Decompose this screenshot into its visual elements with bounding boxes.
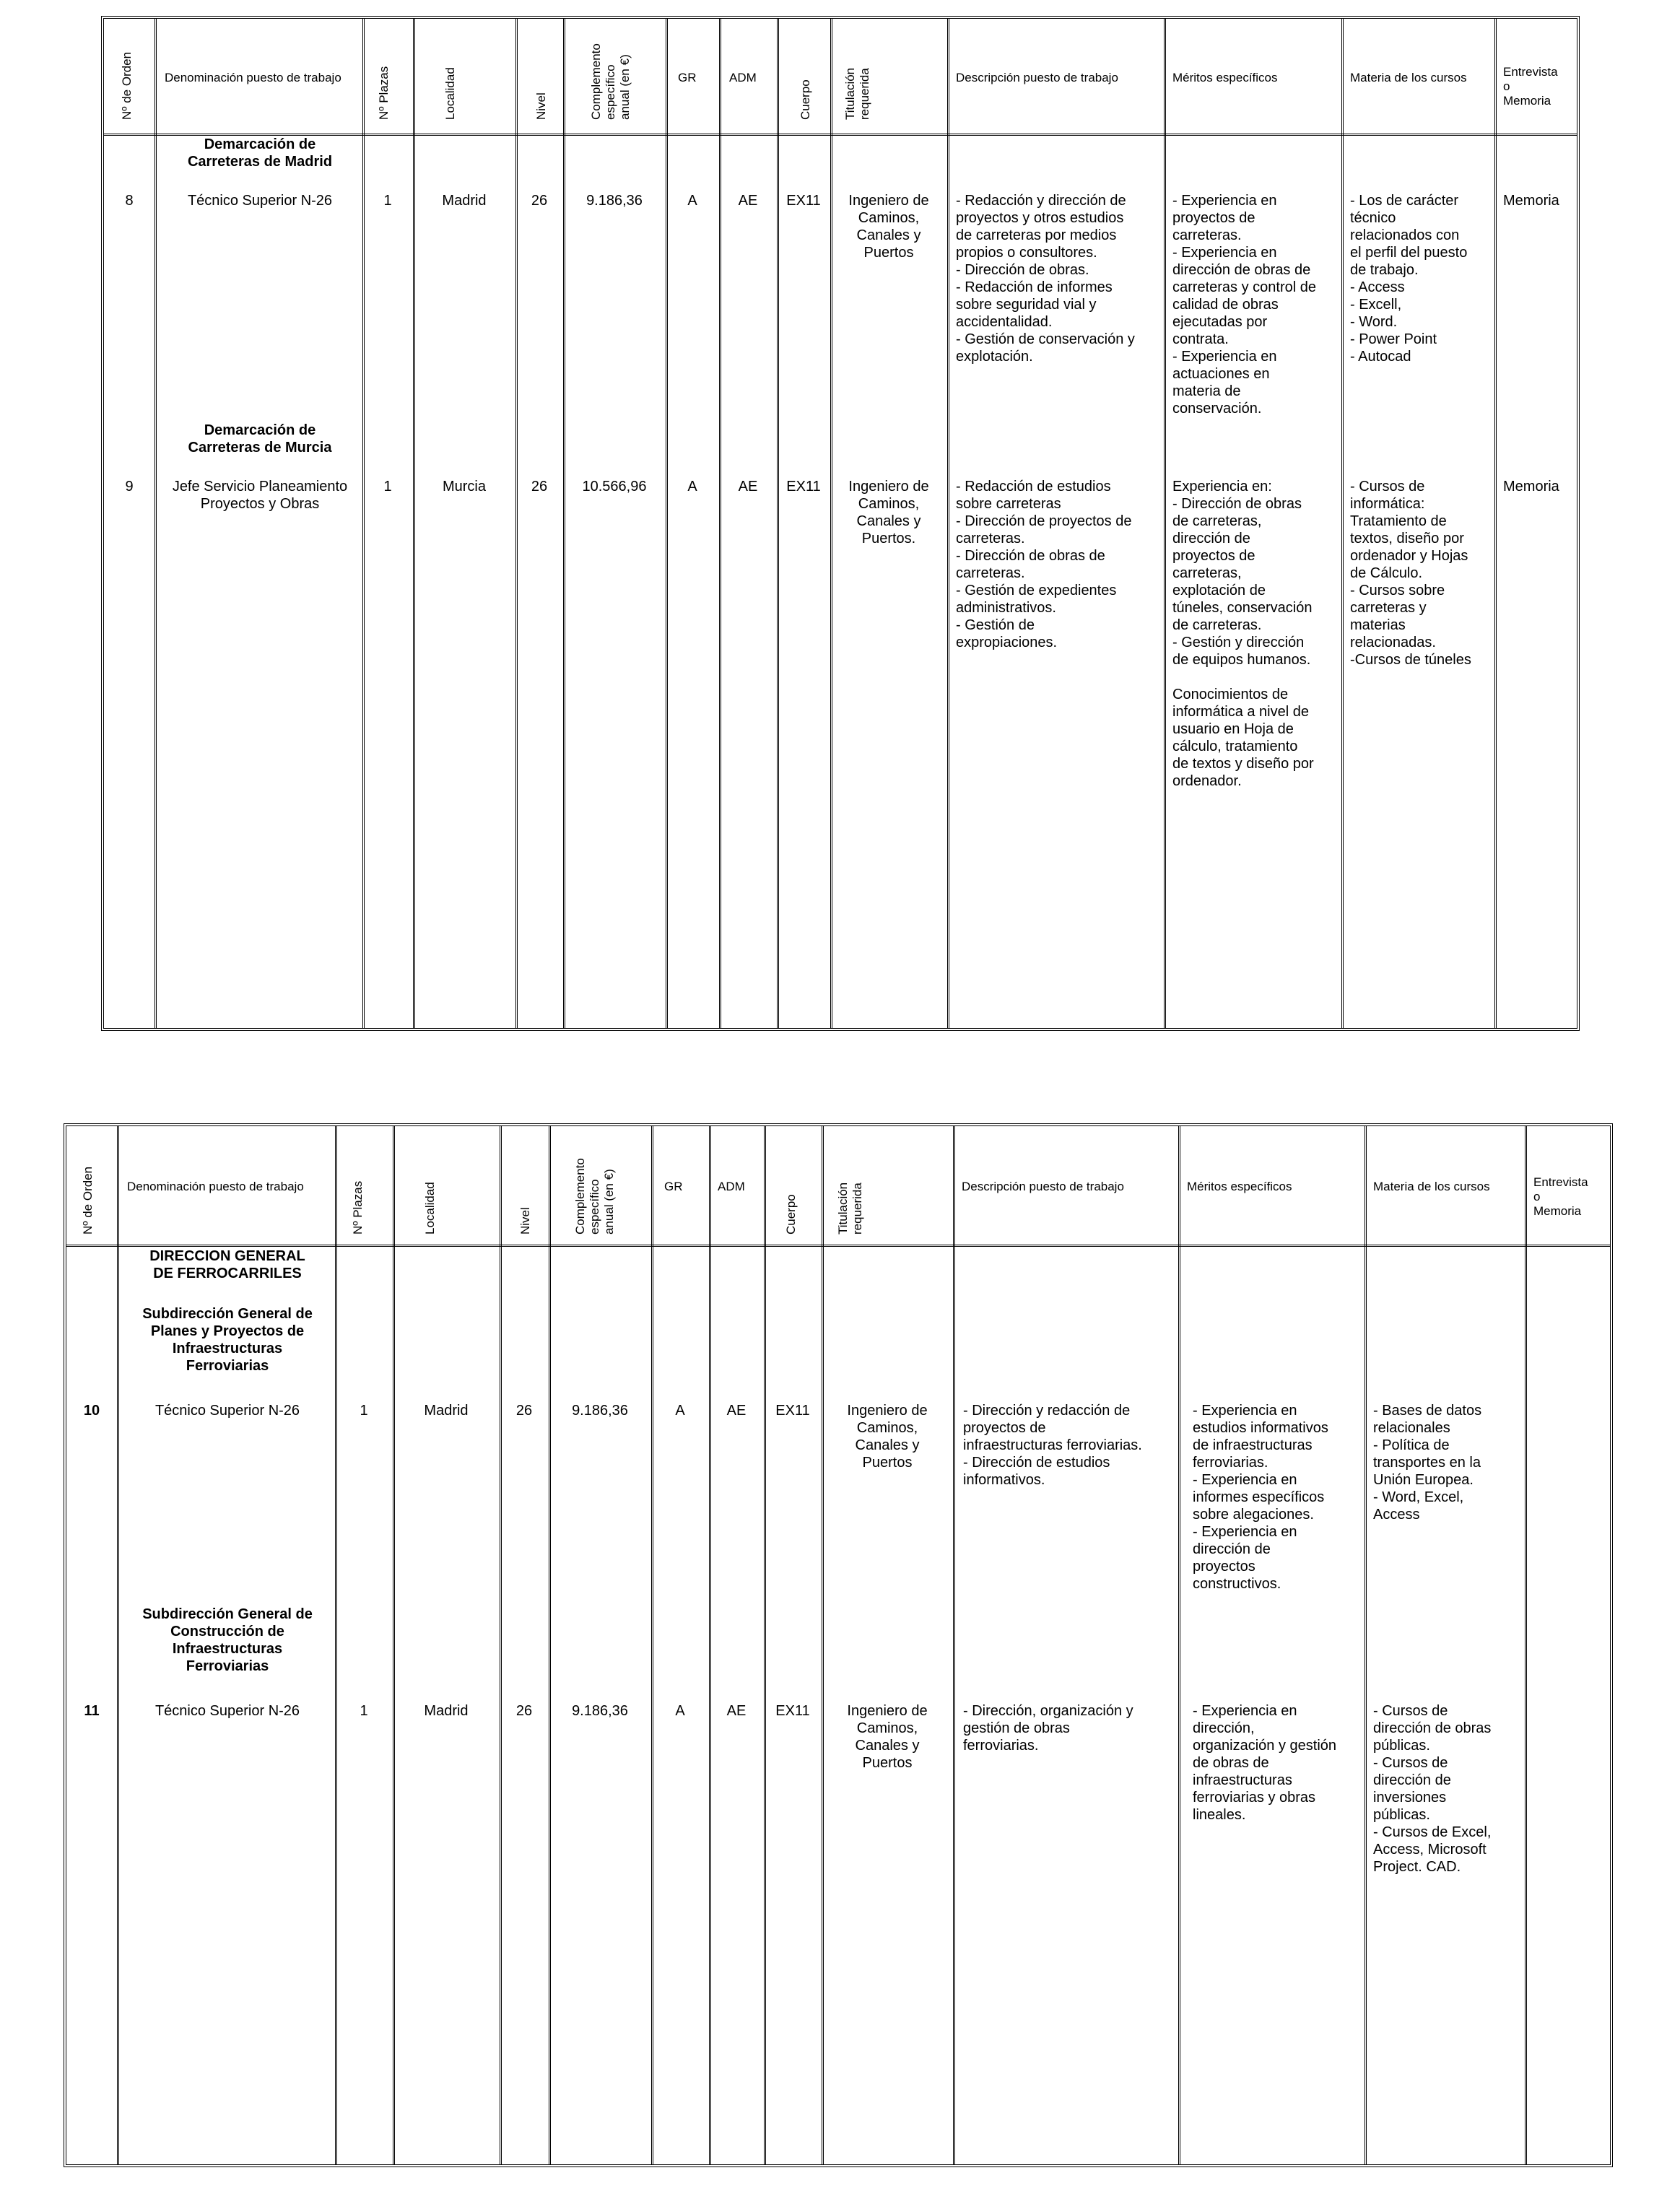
header-gr: GR: [678, 71, 697, 84]
column-divider: [709, 1126, 711, 2164]
row10-localidad: Madrid: [424, 1403, 469, 1419]
table-1: [101, 16, 1580, 1031]
header-cuerpo: Cuerpo: [798, 79, 812, 120]
row9-cuerpo: EX11: [786, 479, 821, 495]
header-adm: ADM: [729, 71, 757, 84]
header-complemento: Complemento específico anual (en €): [573, 1158, 616, 1234]
row10-complemento: 9.186,36: [572, 1403, 628, 1419]
row10-meritos: - Experiencia en estudios informativos de infraestructuras ferroviarias. - Experiencia en informes específicos sobre alegaciones. - Experiencia en dirección de proyectos constructivos.: [1193, 1403, 1328, 1592]
column-divider: [1365, 1126, 1367, 2164]
row11-descripcion: - Dirección, organización y gestión de obras ferroviarias.: [963, 1703, 1133, 1754]
column-divider: [362, 19, 365, 1028]
column-divider: [1494, 19, 1497, 1028]
table-2: [64, 1123, 1613, 2167]
column-divider: [1341, 19, 1344, 1028]
row11-denominacion: Técnico Superior N-26: [154, 1703, 300, 1719]
row8-plazas: 1: [383, 193, 392, 209]
column-divider: [1178, 1126, 1180, 2164]
column-divider: [393, 1126, 395, 2164]
row11-nivel: 26: [515, 1703, 533, 1719]
header-gr: GR: [664, 1180, 683, 1193]
header-localidad: Localidad: [443, 67, 457, 120]
header-meritos: Méritos específicos: [1172, 71, 1278, 84]
header-plazas: Nº Plazas: [351, 1180, 365, 1234]
row11-plazas: 1: [360, 1703, 368, 1719]
row10-denominacion: Técnico Superior N-26: [154, 1403, 300, 1419]
row8-descripcion: - Redacción y dirección de proyectos y otros estudios de carreteras por medios propios o consultores. - Dirección de obras. - Redacción de informes sobre seguridad vial y accidentalidad. - Gestión de conservación y explotación.: [956, 193, 1135, 365]
row8-nivel: 26: [531, 193, 548, 209]
header-descripcion: Descripción puesto de trabajo: [962, 1180, 1124, 1193]
header-denominacion: Denominación puesto de trabajo: [165, 71, 341, 84]
row8-gr: A: [687, 193, 697, 209]
header-entrevista: Entrevista o Memoria: [1503, 65, 1558, 108]
header-localidad: Localidad: [423, 1182, 437, 1234]
header-adm: ADM: [718, 1180, 745, 1193]
row9-meritos: Experiencia en: - Dirección de obras de carreteras, dirección de proyectos de carreteras, explotación de túneles, conservación de carreteras. - Gestión y dirección de equipos humanos. Conocimientos de informática a nivel de usuario en Hoja de cálculo, tratamiento de textos y diseño por ordenador.: [1172, 479, 1314, 789]
row11-materia: - Cursos de dirección de obras públicas. - Cursos de dirección de inversiones públicas. - Cursos de Excel, Access, Microsoft Project. CAD.: [1373, 1703, 1492, 1875]
column-divider: [1525, 1126, 1527, 2164]
row11-cuerpo: EX11: [775, 1703, 810, 1719]
header-descripcion: Descripción puesto de trabajo: [956, 71, 1118, 84]
header-entrevista: Entrevista o Memoria: [1533, 1175, 1588, 1218]
row9-denominacion: Jefe Servicio Planeamiento Proyectos y Obras: [172, 479, 348, 512]
row9-localidad: Murcia: [442, 479, 486, 495]
row11-complemento: 9.186,36: [572, 1703, 628, 1719]
row9-titulacion: Ingeniero de Caminos, Canales y Puertos.: [848, 479, 929, 546]
row11-titulacion: Ingeniero de Caminos, Canales y Puertos: [847, 1703, 928, 1771]
column-divider: [777, 19, 779, 1028]
row9-complemento: 10.566,96: [582, 479, 647, 495]
row9-plazas: 1: [383, 479, 392, 495]
row8-denominacion: Técnico Superior N-26: [187, 193, 333, 209]
header-materia: Materia de los cursos: [1350, 71, 1467, 84]
row8-entrevista: Memoria: [1503, 193, 1559, 209]
column-divider: [154, 19, 157, 1028]
header-plazas: Nº Plazas: [377, 66, 391, 120]
header-titulacion: Titulación requerida: [843, 67, 871, 120]
column-divider: [335, 1126, 337, 2164]
header-orden: Nº de Orden: [120, 51, 134, 120]
row10-adm: AE: [726, 1403, 747, 1419]
row9-adm: AE: [738, 479, 758, 495]
header-complemento: Complemento específico anual (en €): [589, 43, 632, 120]
row11-localidad: Madrid: [424, 1703, 469, 1719]
column-divider: [651, 1126, 653, 2164]
header-denominacion: Denominación puesto de trabajo: [127, 1180, 304, 1193]
row9-nivel: 26: [531, 479, 548, 495]
row10-materia: - Bases de datos relacionales - Política de transportes en la Unión Europea. - Word, Excel, Access: [1373, 1403, 1482, 1523]
row9-materia: - Cursos de informática: Tratamiento de textos, diseño por ordenador y Hojas de Cálculo. - Cursos sobre carreteras y materias relacionadas. -Cursos de túneles: [1350, 479, 1471, 668]
row10-descripcion: - Dirección y redacción de proyectos de infraestructuras ferroviarias. - Dirección de estudios informativos.: [963, 1403, 1142, 1488]
row8-materia: - Los de carácter técnico relacionados con el perfil del puesto de trabajo. - Access - Excell, - Word. - Power Point - Autocad: [1350, 193, 1468, 365]
column-divider: [117, 1126, 119, 2164]
row9-entrevista: Memoria: [1503, 479, 1559, 495]
row10-orden: 10: [83, 1403, 100, 1419]
column-divider: [822, 1126, 824, 2164]
header-divider: [66, 1245, 1610, 1247]
row11-orden: 11: [84, 1703, 100, 1719]
row10-nivel: 26: [515, 1403, 533, 1419]
row9-gr: A: [687, 479, 697, 495]
header-titulacion: Titulación requerida: [836, 1182, 864, 1234]
section-heading: Subdirección General de Construcción de Infraestructuras Ferroviarias: [142, 1606, 313, 1674]
column-divider: [947, 19, 949, 1028]
column-divider: [764, 1126, 766, 2164]
row10-gr: A: [675, 1403, 685, 1419]
column-divider: [666, 19, 668, 1028]
row9-descripcion: - Redacción de estudios sobre carreteras - Dirección de proyectos de carreteras. - Dirección de obras de carreteras. - Gestión de expedientes administrativos. - Gestión de expropiaciones.: [956, 479, 1132, 650]
header-meritos: Méritos específicos: [1187, 1180, 1292, 1193]
row8-cuerpo: EX11: [786, 193, 821, 209]
row10-cuerpo: EX11: [775, 1403, 810, 1419]
row10-titulacion: Ingeniero de Caminos, Canales y Puertos: [847, 1403, 928, 1471]
row11-gr: A: [675, 1703, 685, 1719]
column-divider: [953, 1126, 955, 2164]
column-divider: [413, 19, 415, 1028]
column-divider: [563, 19, 565, 1028]
row8-adm: AE: [738, 193, 758, 209]
header-nivel: Nivel: [534, 92, 548, 120]
row8-orden: 8: [125, 193, 134, 209]
row10-plazas: 1: [360, 1403, 368, 1419]
row8-complemento: 9.186,36: [586, 193, 643, 209]
section-heading: DIRECCION GENERAL DE FERROCARRILES: [149, 1248, 305, 1281]
header-cuerpo: Cuerpo: [784, 1194, 798, 1234]
section-heading: Demarcación de Carreteras de Madrid: [187, 136, 333, 170]
column-divider: [719, 19, 721, 1028]
row11-meritos: - Experiencia en dirección, organización y gestión de obras de infraestructuras ferroviarias y obras lineales.: [1193, 1703, 1337, 1823]
header-orden: Nº de Orden: [81, 1166, 95, 1234]
row9-orden: 9: [125, 479, 134, 495]
section-heading: Demarcación de Carreteras de Murcia: [188, 422, 332, 456]
header-materia: Materia de los cursos: [1373, 1180, 1490, 1193]
row8-titulacion: Ingeniero de Caminos, Canales y Puertos: [848, 193, 929, 261]
row8-meritos: - Experiencia en proyectos de carreteras. - Experiencia en dirección de obras de carreteras y control de calidad de obras ejecutadas por contrata. - Experiencia en actuaciones en materia de conservación.: [1172, 193, 1316, 417]
section-heading: Subdirección General de Planes y Proyectos de Infraestructuras Ferroviarias: [142, 1306, 313, 1374]
row11-adm: AE: [726, 1703, 747, 1719]
column-divider: [515, 19, 518, 1028]
column-divider: [549, 1126, 551, 2164]
header-nivel: Nivel: [518, 1207, 532, 1234]
row8-localidad: Madrid: [442, 193, 487, 209]
column-divider: [500, 1126, 502, 2164]
